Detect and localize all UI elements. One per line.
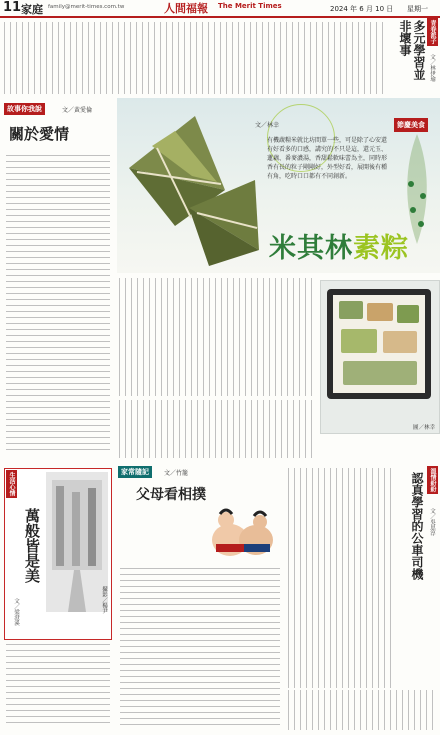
photo-screen (333, 295, 425, 393)
bus-body-text-bottom (288, 690, 438, 730)
zongzi-byline: 文／林幸 (255, 122, 280, 129)
sumo-body-text (120, 568, 280, 728)
love-story-body-text (6, 155, 110, 455)
love-story-title: 關於愛情 (9, 125, 70, 143)
bottom-left-tag: 生活心情 (8, 472, 15, 496)
sumo-illustration (202, 500, 282, 566)
bottom-left-title: 萬般皆是美 (23, 508, 41, 583)
section-name: 家庭 (21, 3, 43, 16)
love-story-category: 故事你我說 (4, 103, 45, 115)
issue-weekday: 星期一 (407, 5, 428, 13)
section-email: family@merit-times.com.tw (48, 4, 125, 10)
zongzi-image (117, 98, 267, 273)
top-left-text-column (4, 22, 126, 94)
zongzi-caption: 有機蔬糧米就比坊間單一些，可是除了心安還有好看多的口感，講究的不只是這，還元玉、蓮藕、番麥濃湯，香甜鬆軟味蕾為主，同時形香有長的粒子剛剛好，外型好看，展開後有種有角，吃時口口都有不同創新。 (267, 137, 388, 180)
top-middle-text-column (130, 22, 385, 94)
zongzi-photo-credit: 圖／林幸 (412, 425, 435, 431)
zongzi-title (269, 226, 409, 265)
bottom-left-photo (46, 472, 108, 612)
page-header (0, 0, 440, 18)
sumo-article (118, 466, 284, 732)
bottom-left-body-text (6, 644, 110, 726)
zongzi-title-accent: 素粽 (353, 233, 409, 264)
bottom-left-photo-credit: 攝影／楊尹 (101, 586, 107, 614)
bottom-left-byline: 文／梁澄溪 (13, 598, 19, 626)
zongzi-badge: 節慶美食 (394, 118, 428, 132)
bus-byline: 文／吳思淳 (429, 508, 435, 536)
sumo-category: 家常隨記 (118, 466, 152, 478)
zongzi-title-main: 米其林 (269, 233, 353, 264)
top-right-category: 青春派子 (429, 20, 436, 44)
sumo-title: 父母看相撲 (136, 487, 206, 503)
issue-date: 2024 年 6 月 10 日 (330, 5, 394, 13)
masthead-en: The Merit Times (218, 2, 282, 10)
top-right-article (390, 18, 438, 98)
love-story-article (4, 103, 114, 463)
top-right-byline: 文／林伊瑜 (429, 54, 435, 82)
masthead-cn: 人間福報 (164, 2, 208, 15)
bottom-left-article (4, 468, 112, 730)
love-story-byline: 文／黃愛倫 (62, 107, 93, 114)
mid-right-text (119, 400, 315, 458)
page-number: 11 (3, 0, 22, 15)
sumo-byline: 文／竹籠 (164, 470, 189, 477)
bus-title: 認真學習的公車司機 (410, 472, 424, 580)
zongzi-feature (117, 98, 440, 273)
bus-body-text-left (288, 468, 392, 688)
top-right-title: 多元學習並非壞事 (398, 20, 426, 80)
zongzi-photo (320, 280, 440, 434)
zongzi-body-text (119, 278, 315, 396)
bus-category: 溫情紛紛 (429, 468, 436, 492)
